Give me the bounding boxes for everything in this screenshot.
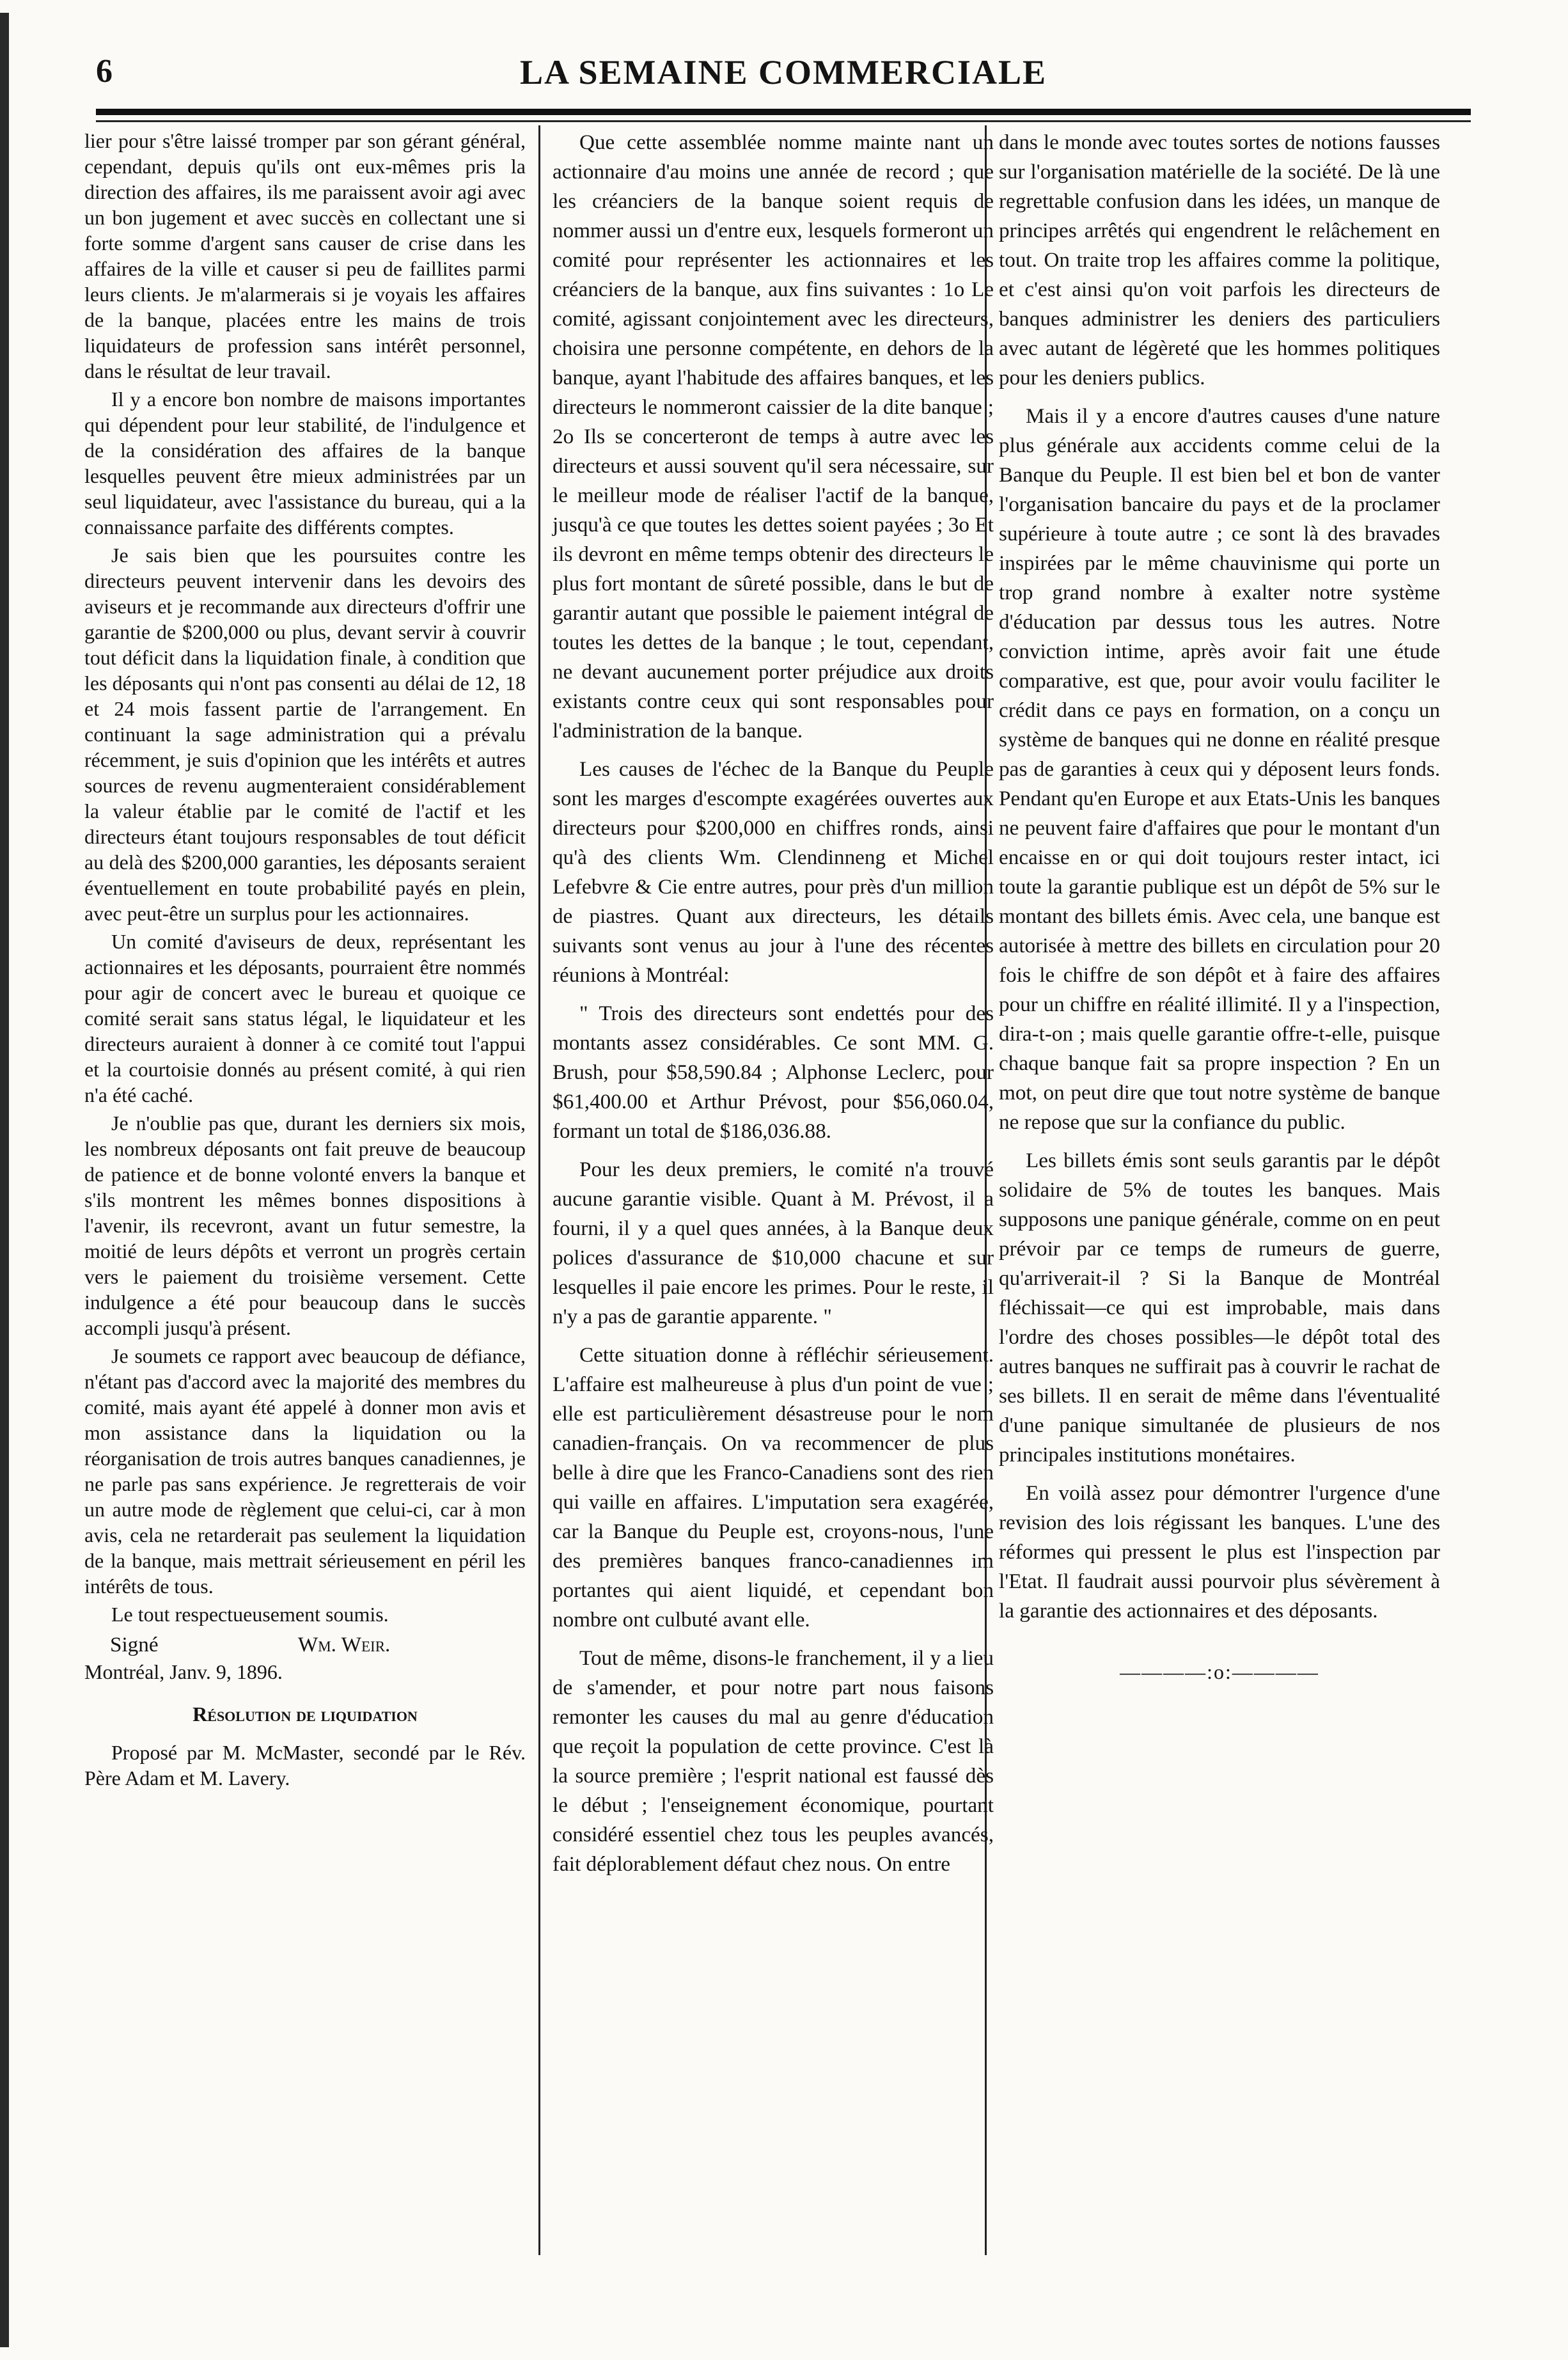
col1-paragraph-6: Je soumets ce rapport avec beaucoup de défiance, n'étant pas d'accord avec la majorité des membres du comité, mais ayant été appelé à donner mon avis et mon assistance dans la liquidation ou la réorganisation de trois autres banques canadiennes, je ne parle pas sans expérience. Je regretterais de voir un autre mode de règlement que celui-ci, car à mon avis, cela ne retarderait pas seulement la liquidation de la banque, mais mettrait sérieusement en péril les intérêts de tous. xyxy=(84,1344,526,1598)
col1-paragraph-3: Je sais bien que les poursuites contre les directeurs peuvent intervenir dans les devoirs des aviseurs et je recommande aux directeurs d'offrir une garantie de $200,000 ou plus, devant servir à couvrir tout déficit dans la liquidation finale, à condition que les déposants qui n'ont pas consenti au délai de 12, 18 et 24 mois fassent partie de l'arrangement. En continuant la sage administration qui a prévalu récemment, je suis d'opinion que les intérêts et autres sources de revenu augmenteraient considérablement la valeur établie par le comité de l'actif et les directeurs étant toujours responsables de tout déficit au delà des $200,000 garanties, les déposants seraient éventuellement en toute probabilité payés en plein, avec peut-être un surplus pour les actionnaires. xyxy=(84,544,526,925)
journal-title: LA SEMAINE COMMERCIALE xyxy=(519,53,1047,91)
col3-paragraph-2: Mais il y a encore d'autres causes d'une nature plus générale aux accidents comme celui de la Banque du Peuple. Il est bien bel et bon de vanter l'organisation bancaire du pays et de la proclamer supérieure à toute autre ; ce sont là des bravades inspirées par le même chauvinisme qui porte un trop grand nombre à exalter notre système d'éducation par dessus tous les autres. Notre conviction intime, après avoir fait une étude comparative, est que, pour avoir voulu faciliter le crédit dans ce pays en formation, on a conçu un système de banques qui ne donne en réalité presque pas de garanties à ceux qui y déposent leurs fonds. Pendant qu'en Europe et aux Etats-Unis les banques ne peuvent faire d'affaires que pour le montant d'un encaisse en or qui doit toujours rester intact, ici toute la garantie publique est un dépôt de 5% sur le montant des billets émis. Avec cela, une banque est autorisée à mettre des billets en circulation pour 20 fois le chiffre de son dépôt et à faire des affaires pour un chiffre en réalité illimité. Il y a l'inspection, dira-t-on ; mais quelle garantie offre-t-elle, puisque chaque banque fait sa propre inspection ? En un mot, on peut dire que tout notre système de banque ne repose que sur la confiance du public. xyxy=(999,404,1440,1134)
column-3 xyxy=(999,128,1440,1686)
header-rule xyxy=(96,109,1471,115)
page-number: 6 xyxy=(96,53,113,90)
column-divider-1 xyxy=(538,125,540,2255)
col2-paragraph-1: Que cette assemblée nomme mainte nant un actionnaire d'au moins une année de record ; que les créanciers de la banque soient requis de nommer aussi un d'entre eux, lesquels formeront un comité pour représenter les actionnaires et les créanciers de la banque, aux fins suivantes : 1o Le comité, agissant conjointement avec les directeurs, choisira une personne compétente, en dehors de la banque, ayant l'habitude des affaires banques, et les directeurs le nommeront caissier de la dite banque ; 2o Ils se concerteront de temps à autre avec les directeurs et aussi souvent qu'il sera nécessaire, sur le meilleur mode de réaliser l'actif de la banque, jusqu'à ce que toutes les dettes soient payées ; 3o Et ils devront en même temps obtenir des directeurs le plus fort montant de sûreté possible, dans le but de garantir autant que possible le paiement intégral de toutes les dettes de la banque ; le tout, cependant, ne devant aucunement porter préjudice aux droits existants contre ceux qui sont responsables pour l'administration de la banque. xyxy=(553,130,994,743)
col3-paragraph-3: Les billets émis sont seuls garantis par le dépôt solidaire de 5% de toutes les banques. Mais supposons une panique générale, comme on en peut prévoir par ce temps de rumeurs de guerre, qu'arriverait-il ? Si la Banque de Montréal fléchissait—ce qui est improbable, mais dans l'ordre des choses possibles—le dépôt total des autres banques ne suffirait pas à couvrir le rachat de ses billets. Il en serait de même dans l'éventualité d'une panique simultanée de plusieurs de nos principales institutions monétaires. xyxy=(999,1149,1440,1467)
col2-paragraph-4: Pour les deux premiers, le comité n'a trouvé aucune garantie visible. Quant à M. Prévost, il a fourni, il y a quel ques années, à la Banque deux polices d'assurance de $10,000 chacune et sur lesquelles il paie encore les primes. Pour le reste, il n'y a pas de garantie apparente. " xyxy=(553,1158,994,1328)
end-separator: ————:o:———— xyxy=(1120,1660,1319,1683)
dateline: Montréal, Janv. 9, 1896. xyxy=(84,1660,283,1684)
col2-paragraph-3: " Trois des directeurs sont endettés pour des montants assez considérables. Ce sont MM. G. Brush, pour $58,590.84 ; Alphonse Leclerc, pour $61,400.00 et Arthur Prévost, pour $56,060.04, formant un total de $186,036.88. xyxy=(553,1002,994,1143)
col3-paragraph-4: En voilà assez pour démontrer l'urgence d'une revision des lois régissant les banques. L'une des réformes qui pressent le plus est l'inspection par l'Etat. Il faudrait aussi pourvoir plus sévèrement à la garantie des actionnaires et des déposants. xyxy=(999,1481,1440,1623)
col1-paragraph-5: Je n'oublie pas que, durant les derniers six mois, les nombreux déposants ont fait preuve de beaucoup de patience et de bonne volonté envers la banque et s'ils montrent les mêmes bonnes dispositions à l'avenir, ils recevront, avant un futur semestre, la moitié de leurs dépôts et verront un progrès certain vers le paiement du troisième versement. Cette indulgence a été pour beaucoup dans le succès accompli jusqu'à présent. xyxy=(84,1112,526,1339)
col1-paragraph-1: lier pour s'être laissé tromper par son gérant général, cependant, depuis qu'ils ont eux-mêmes pris la direction des affaires, ils me paraissent avoir agi avec un bon jugement et avec succès en collectant une si forte somme d'argent sans causer de crise dans les affaires de la ville et causer si peu de faillites parmi leurs clients. Je m'alarmerais si je voyais les affaires de la banque, placées entre les mains de trois liquidateurs de profession sans intérêt personnel, dans le résultat de leur travail. xyxy=(84,129,526,382)
signature-line xyxy=(84,1631,526,1659)
col2-paragraph-5: Cette situation donne à réfléchir sérieusement. L'affaire est malheureuse à plus d'un point de vue ; elle est particulièrement désastreuse pour le nom canadien-français. On va recommencer de plus belle à dire que les Franco-Canadiens sont des rien qui vaille en affaires. L'imputation sera exagérée, car la Banque du Peuple est, croyons-nous, l'une des premières banques franco-canadiennes im portantes qui aient liquidé, et cependant bon nombre ont culbuté avant elle. xyxy=(553,1343,994,1632)
col2-paragraph-2: Les causes de l'échec de la Banque du Peuple sont les marges d'escompte exagérées ouvertes aux directeurs pour $200,000 en chiffres ronds, ainsi qu'à des clients Wm. Clendinneng et Michel Lefebvre & Cie entre autres, pour près d'un million de piastres. Quant aux directeurs, les détails suivants sont venus au jour à l'une des récentes réunions à Montréal: xyxy=(553,757,994,987)
page-header xyxy=(96,41,1471,98)
col1-paragraph-4: Un comité d'aviseurs de deux, représentant les actionnaires et les déposants, pourraient être nommés pour agir de concert avec le bureau et quoique ce comité serait sans status légal, le liquidateur et les directeurs auraient à donner à ce comité tout l'appui et la courtoisie donnés au présent comité, à qui rien n'a été caché. xyxy=(84,930,526,1106)
signer-name: Wm. Weir. xyxy=(297,1633,391,1656)
signe-label: Signé xyxy=(110,1633,159,1656)
column-1 xyxy=(84,128,526,1793)
col2-paragraph-6: Tout de même, disons-le franchement, il y a lieu de s'amender, et pour notre part nous faisons remonter les causes du mal au genre d'éducation que reçoit la population de cette province. C'est là la source première ; l'esprit national est faussé dès le début ; l'enseignement économique, pourtant considéré essentiel chez tous les peuples avancés, fait déplorablement défaut chez nous. On entre xyxy=(553,1646,994,1876)
column-2 xyxy=(553,128,994,1888)
section-heading: Résolution de liquidation xyxy=(192,1703,418,1726)
col1-paragraph-7: Le tout respectueusement soumis. xyxy=(111,1603,389,1626)
col1-paragraph-8: Proposé par M. McMaster, secondé par le Rév. Père Adam et M. Lavery. xyxy=(84,1741,526,1790)
col3-paragraph-1: dans le monde avec toutes sortes de notions fausses sur l'organisation matérielle de la société. De là une regrettable confusion dans les idées, un manque de principes arrêtés qui engendrent le relâchement en tout. On traite trop les affaires comme la politique, et c'est ainsi qu'on voit parfois les directeurs de banques administrer les deniers des particuliers avec autant de légèreté que les hommes politiques pour les deniers publics. xyxy=(999,130,1440,389)
binding-edge xyxy=(0,13,9,2347)
col1-paragraph-2: Il y a encore bon nombre de maisons importantes qui dépendent pour leur stabilité, de l'indulgence et de la considération des affaires de la banque lesquelles peuvent être mieux administrées par un seul liquidateur, avec l'assistance du bureau, qui a la connaissance parfaite des différents comptes. xyxy=(84,388,526,539)
header-rule-thin xyxy=(96,120,1471,122)
